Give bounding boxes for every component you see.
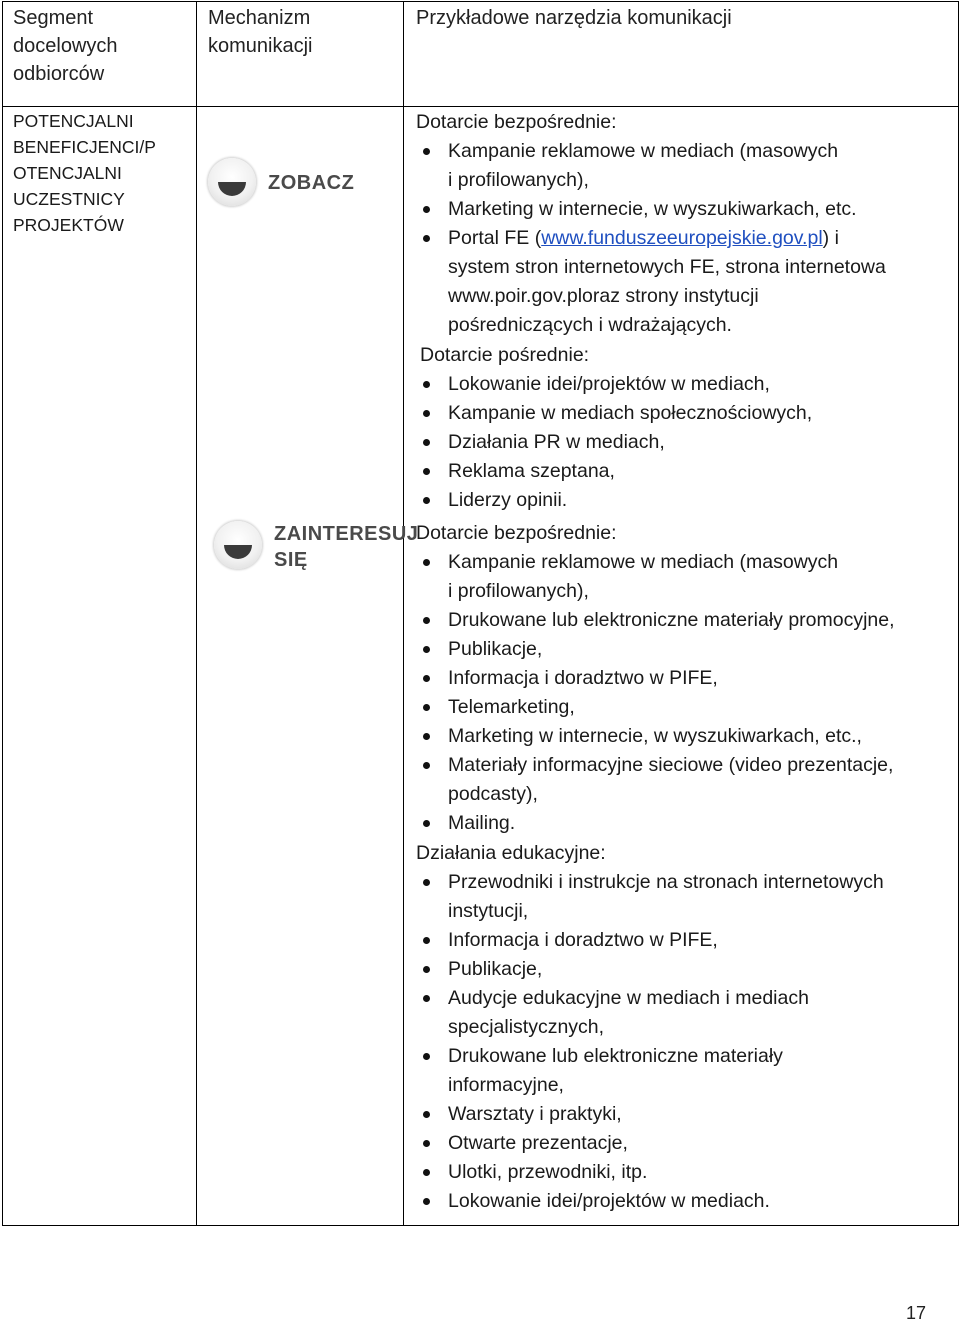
list-item-line: informacyjne, xyxy=(448,1074,564,1096)
list-item xyxy=(416,137,956,195)
list-item-line: podcasty), xyxy=(448,783,538,805)
face-icon xyxy=(208,158,256,206)
mechanism-zainteresuj-line2: SIĘ xyxy=(274,549,308,571)
table-right-border xyxy=(958,1,959,1226)
column-divider-2 xyxy=(403,1,404,1226)
header-tools xyxy=(416,4,916,32)
list-item xyxy=(416,195,956,224)
list-item-line: i profilowanych), xyxy=(448,169,589,191)
list-item: Otwarte prezentacje, xyxy=(416,1129,956,1158)
portal-line-3: www.poir.gov.ploraz strony instytucji xyxy=(448,285,759,307)
header-mechanism xyxy=(208,4,358,60)
table-bottom-border xyxy=(2,1225,959,1226)
list-item: Ulotki, przewodniki, itp. xyxy=(416,1158,956,1187)
portal-suffix: ) i xyxy=(822,227,839,249)
header-segment xyxy=(13,4,163,88)
list-item: Informacja i doradztwo w PIFE, xyxy=(416,664,956,693)
mechanism-zainteresuj-label xyxy=(274,521,418,573)
section-title-education: Działania edukacyjne: xyxy=(416,842,606,864)
tools-block-2 xyxy=(416,518,956,1216)
list-item-line: i profilowanych), xyxy=(448,580,589,602)
portal-prefix: Portal FE ( xyxy=(448,227,542,249)
list-item-line: specjalistycznych, xyxy=(448,1016,605,1038)
list-item-line: Materiały informacyjne sieciowe (video prezentacje, xyxy=(448,754,894,776)
mechanism-zobacz xyxy=(208,158,354,206)
list-item-line: Kampanie reklamowe w mediach (masowych xyxy=(448,551,839,573)
header-tools-text: Przykładowe narzędzia komunikacji xyxy=(416,7,732,29)
list-item xyxy=(416,548,956,606)
header-mechanism-text: Mechanizm komunikacji xyxy=(208,7,313,57)
column-divider-1 xyxy=(196,1,197,1226)
list-item-line: Kampanie reklamowe w mediach (masowych xyxy=(448,140,839,162)
portal-link[interactable]: www.funduszeeuropejskie.gov.pl xyxy=(541,227,823,249)
portal-line-4: pośredniczących i wdrażających. xyxy=(448,314,732,336)
list-item-line: instytucji, xyxy=(448,900,529,922)
section-title-indirect: Dotarcie pośrednie: xyxy=(420,344,590,366)
list-item: Warsztaty i praktyki, xyxy=(416,1100,956,1129)
list-item-line: Drukowane lub elektroniczne materiały xyxy=(448,1045,783,1067)
section-title-direct: Dotarcie bezpośrednie: xyxy=(416,111,617,133)
list-item xyxy=(416,984,956,1042)
mechanism-zainteresuj-line1: ZAINTERESUJ xyxy=(274,523,419,545)
list-item: Telemarketing, xyxy=(416,693,956,722)
list-item: Liderzy opinii. xyxy=(416,486,956,515)
list-item: Publikacje, xyxy=(416,635,956,664)
list-item xyxy=(416,1042,956,1100)
list-item: Reklama szeptana, xyxy=(416,457,956,486)
list-item xyxy=(416,868,956,926)
indirect-list xyxy=(416,370,956,515)
mechanism-zobacz-label: ZOBACZ xyxy=(268,172,355,194)
page-number: 17 xyxy=(906,1303,927,1323)
list-item: Lokowanie idei/projektów w mediach, xyxy=(416,370,956,399)
list-item: Działania PR w mediach, xyxy=(416,428,956,457)
list-item-line: Marketing w internecie, w wyszukiwarkach, etc. xyxy=(448,198,857,220)
portal-line-2: system stron internetowych FE, strona internetowa xyxy=(448,256,886,278)
table-left-border xyxy=(2,1,3,1226)
section-title-direct-2: Dotarcie bezpośrednie: xyxy=(416,522,617,544)
mechanism-zainteresuj xyxy=(214,521,418,573)
segment-text: POTENCJALNI BENEFICJENCI/P OTENCJALNI UCZESTNICY PROJEKTÓW xyxy=(13,111,156,235)
list-item-line: Audycje edukacyjne w mediach i mediach xyxy=(448,987,809,1009)
list-item: Mailing. xyxy=(416,809,956,838)
face-icon xyxy=(214,521,262,569)
header-segment-text: Segment docelowych odbiorców xyxy=(13,7,118,85)
portal-line-1 xyxy=(448,224,956,253)
list-item: Kampanie w mediach społecznościowych, xyxy=(416,399,956,428)
table-top-border xyxy=(2,1,959,2)
list-item-portal xyxy=(416,224,956,340)
segment-cell xyxy=(13,108,185,238)
tools-block-1 xyxy=(416,107,956,515)
list-item xyxy=(416,751,956,809)
list-item: Informacja i doradztwo w PIFE, xyxy=(416,926,956,955)
list-item: Drukowane lub elektroniczne materiały promocyjne, xyxy=(416,606,956,635)
list-item-line: Przewodniki i instrukcje na stronach internetowych xyxy=(448,871,884,893)
list-item: Lokowanie idei/projektów w mediach. xyxy=(416,1187,956,1216)
list-item: Publikacje, xyxy=(416,955,956,984)
list-item: Marketing w internecie, w wyszukiwarkach, etc., xyxy=(416,722,956,751)
